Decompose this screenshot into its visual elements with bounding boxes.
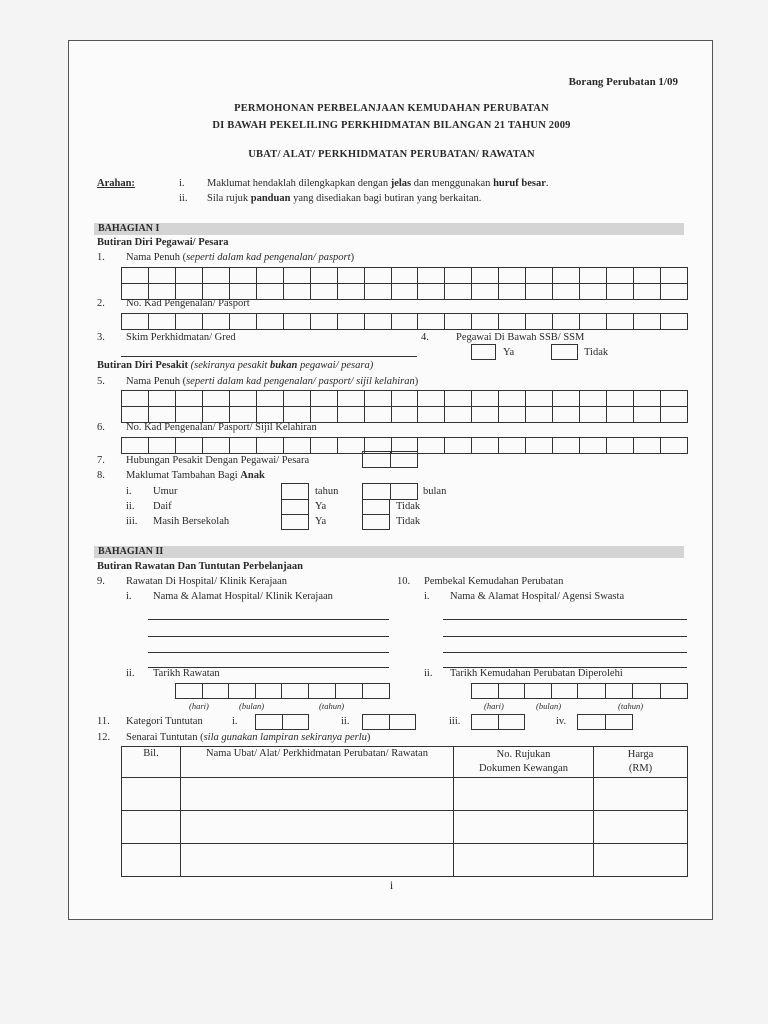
q7-label: Hubungan Pesakit Dengan Pegawai/ Pesara (126, 455, 310, 466)
q9-month-caption: (bulan) (239, 701, 265, 711)
instruction-1: Maklumat hendaklah dilengkapkan dengan jelas dan menggunakan huruf besar. (207, 178, 549, 189)
page-number: i (389, 878, 394, 892)
q9-i-label: Nama & Alamat Hospital/ Klinik Kerajaan (153, 591, 333, 602)
title-line-2: DI BAWAH PEKELILING PERKHIDMATAN BILANGAN 21 TAHUN 2009 (212, 120, 571, 131)
claims-table (121, 746, 688, 877)
q10-i-label: Nama & Alamat Hospital/ Agensi Swasta (450, 591, 625, 602)
q4-number: 4. (421, 332, 429, 343)
q5-number: 5. (97, 376, 105, 387)
q1-label: Nama Penuh (seperti dalam kad pengenalan/ pasport) (126, 252, 355, 263)
q3-number: 3. (97, 332, 105, 343)
q9-i-number: i. (126, 591, 132, 602)
q8-months-label: bulan (423, 486, 447, 497)
q10-ii-number: ii. (424, 668, 433, 679)
q1-number: 1. (97, 252, 105, 263)
q8-school-no-checkbox[interactable] (362, 514, 390, 530)
q2-number: 2. (97, 298, 105, 309)
q8-school-yes-label: Ya (315, 516, 327, 527)
q10-month-caption: (bulan) (536, 701, 562, 711)
q9-date-day[interactable] (175, 683, 229, 699)
officer-heading: Butiran Diri Pegawai/ Pesara (97, 237, 229, 248)
q9-address-line-1[interactable] (148, 619, 389, 620)
q8-ii-number: ii. (126, 501, 135, 512)
q5-name-row-1[interactable] (121, 390, 688, 407)
q11-i-number: i. (232, 716, 238, 727)
q11-ii-number: ii. (341, 716, 350, 727)
q8-age-label: Umur (153, 486, 178, 497)
q9-address-line-2[interactable] (148, 636, 389, 637)
q10-i-number: i. (424, 591, 430, 602)
section-1-heading: BAHAGIAN I (94, 223, 684, 235)
table-header-reference: No. Rujukan Dokumen Kewangan (454, 747, 594, 778)
q3-label: Skim Perkhidmatan/ Gred (126, 332, 236, 343)
instructions-label: Arahan: (97, 178, 135, 189)
q8-school-no-label: Tidak (396, 516, 421, 527)
q10-address-line-1[interactable] (443, 619, 687, 620)
q5-name-row-2[interactable] (121, 406, 688, 423)
q11-iv-number: iv. (556, 716, 567, 727)
q8-disabled-no-checkbox[interactable] (362, 499, 390, 515)
instruction-2-num: ii. (179, 193, 188, 204)
q4-yes-label: Ya (503, 347, 515, 358)
q11-category-iii-boxes[interactable] (471, 714, 525, 730)
q9-date-year[interactable] (281, 683, 390, 699)
q8-label: Maklumat Tambahan Bagi Anak (126, 470, 265, 481)
q7-relationship-boxes[interactable] (362, 451, 418, 468)
q5-label: Nama Penuh (seperti dalam kad pengenalan/ pasport/ sijil kelahiran) (126, 376, 419, 387)
q4-no-label: Tidak (584, 347, 609, 358)
table-row[interactable] (122, 811, 688, 844)
table-row[interactable] (122, 844, 688, 877)
q8-years-label: tahun (315, 486, 339, 497)
q12-label: Senarai Tuntutan (sila gunakan lampiran sekiranya perlu) (126, 732, 371, 743)
q11-number: 11. (97, 716, 110, 727)
q9-address-line-3[interactable] (148, 652, 389, 653)
q8-disabled-yes-label: Ya (315, 501, 327, 512)
q6-label: No. Kad Pengenalan/ Pasport/ Sijil Kelahiran (126, 422, 317, 433)
q9-ii-number: ii. (126, 668, 135, 679)
treatment-heading: Butiran Rawatan Dan Tuntutan Perbelanjaan (97, 561, 303, 572)
q9-day-caption: (hari) (189, 701, 209, 711)
q6-number: 6. (97, 422, 105, 433)
title-line-1: PERMOHONAN PERBELANJAAN KEMUDAHAN PERUBATAN (234, 103, 549, 114)
q11-label: Kategori Tuntutan (126, 716, 203, 727)
q10-address-line-3[interactable] (443, 652, 687, 653)
q12-number: 12. (97, 732, 111, 743)
subtitle: UBAT/ ALAT/ PERKHIDMATAN PERUBATAN/ RAWATAN (248, 149, 535, 160)
section-2-heading: BAHAGIAN II (94, 546, 684, 558)
q8-disabled-no-label: Tidak (396, 501, 421, 512)
q9-year-caption: (tahun) (319, 701, 345, 711)
q7-number: 7. (97, 455, 105, 466)
q10-date-day[interactable] (471, 683, 525, 699)
q4-yes-checkbox[interactable] (471, 344, 496, 360)
q11-category-ii-boxes[interactable] (362, 714, 416, 730)
q8-age-months-boxes[interactable] (362, 483, 418, 500)
form-page (68, 40, 713, 920)
q10-label: Pembekal Kemudahan Perubatan (424, 576, 564, 587)
table-header-item: Nama Ubat/ Alat/ Perkhidmatan Perubatan/ Rawatan (181, 747, 454, 778)
q8-age-years-box[interactable] (281, 483, 309, 500)
instruction-1-num: i. (179, 178, 185, 189)
q10-number: 10. (397, 576, 411, 587)
q9-number: 9. (97, 576, 105, 587)
q4-no-checkbox[interactable] (551, 344, 578, 360)
q9-ii-label: Tarikh Rawatan (153, 668, 220, 679)
q9-label: Rawatan Di Hospital/ Klinik Kerajaan (126, 576, 287, 587)
q8-school-yes-checkbox[interactable] (281, 514, 309, 530)
q2-label: No. Kad Pengenalan/ Pasport (126, 298, 250, 309)
q8-school-label: Masih Bersekolah (153, 516, 230, 527)
q11-category-iv-boxes[interactable] (577, 714, 633, 730)
q1-name-row-1[interactable] (121, 267, 688, 284)
q8-disabled-yes-checkbox[interactable] (281, 499, 309, 515)
q8-iii-number: iii. (126, 516, 138, 527)
patient-heading: Butiran Diri Pesakit (sekiranya pesakit bukan pegawai/ pesara) (97, 360, 374, 371)
q8-i-number: i. (126, 486, 132, 497)
q4-label: Pegawai Di Bawah SSB/ SSM (456, 332, 585, 343)
table-row[interactable] (122, 778, 688, 811)
q10-address-line-2[interactable] (443, 636, 687, 637)
q10-date-year[interactable] (577, 683, 688, 699)
q10-date-month[interactable] (524, 683, 578, 699)
q10-day-caption: (hari) (484, 701, 504, 711)
form-number: Borang Perubatan 1/09 (568, 76, 678, 88)
table-header-price: Harga (RM) (594, 747, 688, 778)
q8-number: 8. (97, 470, 105, 481)
q2-ic-boxes[interactable] (121, 313, 688, 330)
q11-category-i-boxes[interactable] (255, 714, 309, 730)
q9-date-month[interactable] (228, 683, 282, 699)
q11-iii-number: iii. (449, 716, 461, 727)
q3-answer-line[interactable] (121, 356, 417, 357)
q10-ii-label: Tarikh Kemudahan Perubatan Diperolehi (450, 668, 623, 679)
q10-year-caption: (tahun) (618, 701, 644, 711)
table-header-bil: Bil. (122, 747, 181, 778)
q8-disabled-label: Daif (153, 501, 172, 512)
instruction-2: Sila rujuk panduan yang disediakan bagi butiran yang berkaitan. (207, 193, 482, 204)
